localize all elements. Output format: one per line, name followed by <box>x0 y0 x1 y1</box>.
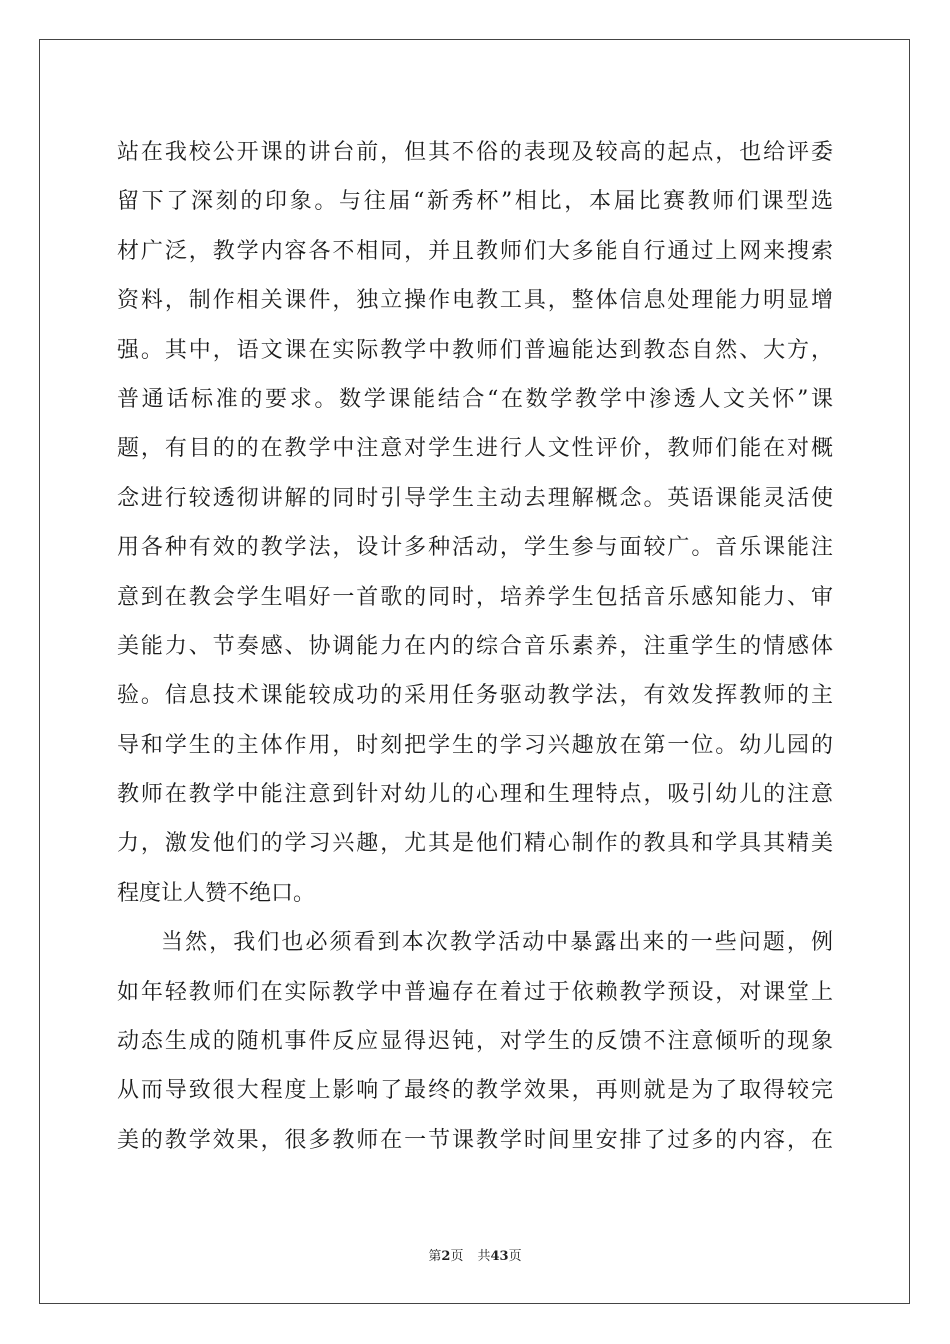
text-line: 站在我校公开课的讲台前，但其不俗的表现及较高的起点，也给评委 <box>117 140 833 165</box>
text-line: 材广泛，教学内容各不相同，并且教师们大多能自行通过上网来搜索 <box>117 238 833 264</box>
text-line: 动态生成的随机事件反应显得迟钝，对学生的反馈不注意倾听的现象 <box>117 1029 833 1055</box>
total-suffix: 页 <box>508 1249 522 1264</box>
paragraph-end-line: 程度让人赞不绝口。 <box>117 880 316 906</box>
text-line: 力，激发他们的学习兴趣，尤其是他们精心制作的教具和学具其精美 <box>117 831 833 857</box>
text-line: 如年轻教师们在实际教学中普遍存在着过于依赖教学预设，对课堂上 <box>117 979 833 1005</box>
page-prefix: 第 <box>428 1249 442 1264</box>
text-line: 题，有目的的在教学中注意对学生进行人文性评价，教师们能在对概 <box>117 436 833 462</box>
paragraph-start-line: 当然，我们也必须看到本次教学活动中暴露出来的一些问题，例 <box>161 930 833 956</box>
text-line: 美的教学效果，很多教师在一节课教学时间里安排了过多的内容，在 <box>117 1127 833 1153</box>
page-footer <box>0 1245 950 1264</box>
text-line: 导和学生的主体作用，时刻把学生的学习兴趣放在第一位。幼儿园的 <box>117 732 833 758</box>
total-page-count: 43 <box>490 1249 509 1264</box>
text-line: 意到在教会学生唱好一首歌的同时，培养学生包括音乐感知能力、审 <box>117 584 833 610</box>
document-body <box>117 128 833 1165</box>
text-line: 资料，制作相关课件，独立操作电教工具，整体信息处理能力明显增 <box>117 288 833 314</box>
text-line: 从而导致很大程度上影响了最终的教学效果，再则就是为了取得较完 <box>117 1078 833 1104</box>
text-line: 念进行较透彻讲解的同时引导学生主动去理解概念。英语课能灵活使 <box>117 485 833 511</box>
current-page-number: 2 <box>441 1249 451 1264</box>
text-line: 美能力、节奏感、协调能力在内的综合音乐素养，注重学生的情感体 <box>117 633 833 659</box>
page-suffix: 页 <box>450 1249 464 1264</box>
total-prefix: 共 <box>477 1249 491 1264</box>
text-line: 用各种有效的教学法，设计多种活动，学生参与面较广。音乐课能注 <box>117 535 833 561</box>
text-line: 普通话标准的要求。数学课能结合“在数学教学中渗透人文关怀”课 <box>117 386 833 412</box>
text-line: 教师在教学中能注意到针对幼儿的心理和生理特点，吸引幼儿的注意 <box>117 782 833 808</box>
text-line: 验。信息技术课能较成功的采用任务驱动教学法，有效发挥教师的主 <box>117 683 833 709</box>
text-line: 留下了深刻的印象。与往届“新秀杯”相比，本届比赛教师们课型选 <box>117 189 833 215</box>
text-line: 强。其中，语文课在实际教学中教师们普遍能达到教态自然、大方， <box>117 337 833 363</box>
